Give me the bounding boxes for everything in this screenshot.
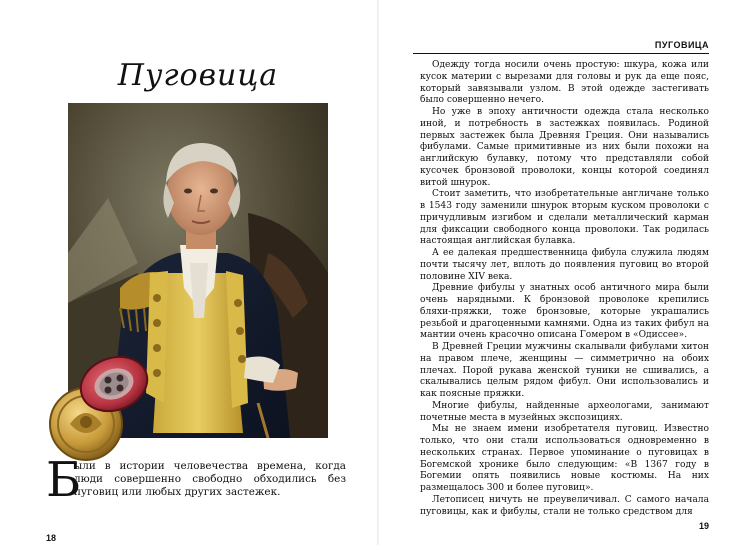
paragraph: Мы не знаем имени изобретателя пуговиц. Известно только, что они стали использоваться одновременно в нескольких странах. Первое упоминание о пуговицах в Богемской хронике было следующим: «В 1367 году в Богемии опять появились новые костюмы. На них размещалось 300 и более пуговиц». — [420, 424, 709, 493]
body-text — [420, 60, 709, 518]
intro-text: ыли в истории человечества времена, когда люди совершенно свободно обходились без пуговиц или любых других застежек. — [74, 460, 346, 498]
paragraph: В Древней Греции мужчины скалывали фибулами хитон на правом плече, женщины — симметрично на обоих плечах. Порой рукава женской туники не сшивались, а скалывались целым рядом фибул. Они использовались и как поясные пряжки. — [420, 342, 709, 399]
page-title: Пуговица — [117, 58, 279, 93]
paragraph: Но уже в эпоху античности одежда стала несколько иной, и потребность в застежках появилась. Родиной первых застежек была Древняя Греция. Они назывались фибулами. Самые примитивные из них были похожи на английскую булавку, потому что представляли собой кусочек бронзовой проволоки, концы которой соединял витой шнурок. — [420, 107, 709, 188]
paragraph: А ее далекая предшественница фибула служила людям почти тысячу лет, вплоть до появления пуговиц во второй половине XIV века. — [420, 248, 709, 282]
running-head-text: ПУГОВИЦА — [654, 40, 709, 50]
drop-cap: Б — [46, 452, 82, 508]
page-number-left: 18 — [46, 533, 57, 543]
paragraph: Древние фибулы у знатных особ античного мира были очень нарядными. К бронзовой проволоке крепились бляхи-пряжки, тоже бронзовые, которые украшались резьбой и драгоценными камнями. Одна из таких фибул на мантии очень красочно описана Гомером в «Одиссее». — [420, 283, 709, 341]
paragraph: Одежду тогда носили очень простую: шкура, кожа или кусок материи с вырезами для головы и рук да еще пояс, который завязывали узлом. В этой одежде застегивать было совершенно нечего. — [420, 60, 709, 106]
paragraph: Стоит заметить, что изобретательные англичане только в 1543 году заменили шнурок вторым куском проволоки с причудливым изгибом и сделали металлический карман для фиксации свободного конца проволоки. Так родилась настоящая английская булавка. — [420, 189, 709, 247]
running-head — [413, 41, 709, 54]
paragraph: Летописец ничуть не преувеличивал. С самого начала пуговицы, как и фибулы, стали не только средством для — [420, 494, 709, 517]
intro-paragraph — [46, 452, 346, 508]
right-page — [378, 0, 756, 545]
page-number-right: 19 — [698, 521, 709, 531]
paragraph: Многие фибулы, найденные археологами, занимают почетные места в музейных экспозициях. — [420, 400, 709, 423]
button-illustration — [44, 342, 164, 462]
